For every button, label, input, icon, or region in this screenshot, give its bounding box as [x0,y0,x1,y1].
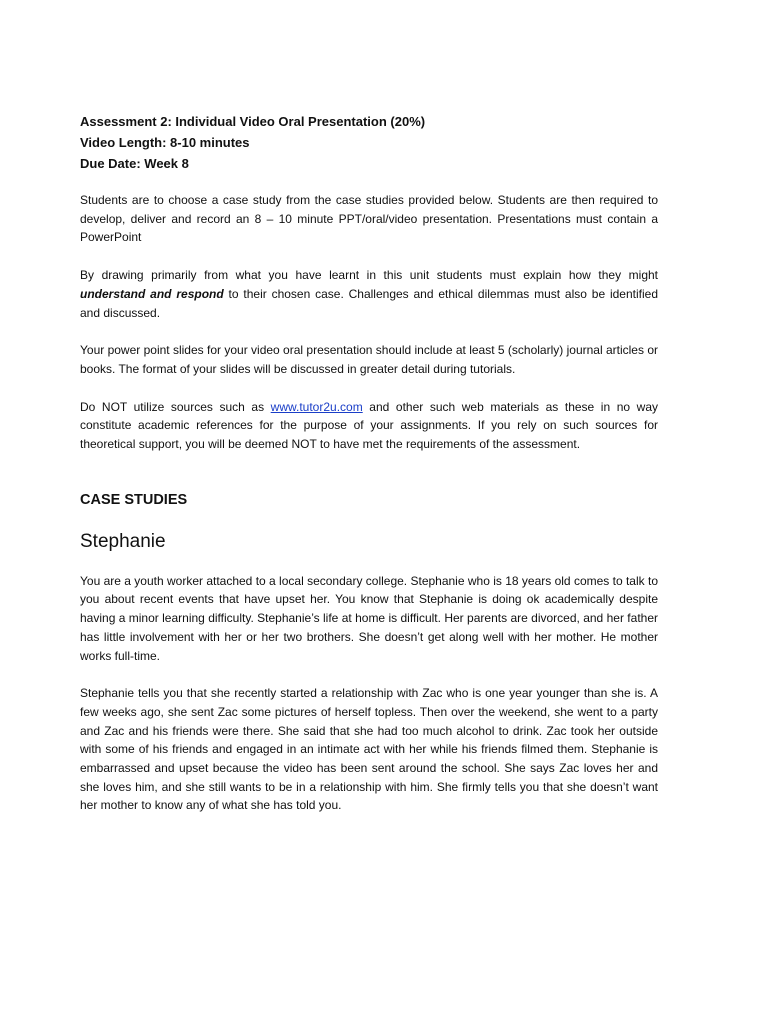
case-studies-heading: CASE STUDIES [80,491,188,508]
document-page [80,111,658,815]
instructions-paragraph-2-start: By drawing primarily from what you have learnt in this unit students must explain how they might [80,268,658,283]
assessment-title: Assessment 2: Individual Video Oral Presentation (20%) [80,114,426,129]
video-length: Video Length: 8-10 minutes [80,135,250,150]
case-name-heading: Stephanie [80,530,166,552]
instructions-paragraph-4-end: and other such web materials as these in no way constitute academic references for the purpose of your assignments. If you rely on such sources for theoretical support, you will be deemed NOT to have met the requirements of the assessment. [80,399,658,452]
assessment-header [80,111,658,174]
tutor2u-link[interactable]: www.tutor2u.com [270,399,363,414]
instructions-paragraph-4-start: Do NOT utilize sources such as [80,399,271,414]
due-date: Due Date: Week 8 [80,156,189,171]
instructions-paragraph-2-end: to their chosen case. Challenges and ethical dilemmas must also be identified and discussed. [80,286,659,320]
emphasis-text: understand and respond [80,286,224,301]
case-paragraph-1: You are a youth worker attached to a local secondary college. Stephanie who is 18 years old comes to talk to you about recent events that have upset her. You know that Stephanie is doing ok academically despite having a minor learning difficulty. Stephanie’s life at home is difficult. Her parents are divorced, and her father has little involvement with her or her two brothers. She doesn’t get along well with her mother. He mother works full-time. [80,573,658,663]
instructions-paragraph-2 [80,266,658,322]
instructions-paragraph-3: Your power point slides for your video oral presentation should include at least 5 (scholarly) journal articles or books. The format of your slides will be discussed in greater detail during tutorials. [80,343,658,376]
instructions-paragraph-1: Students are to choose a case study from the case studies provided below. Students are then required to develop, deliver and record an 8 – 10 minute PPT/oral/video presentation. Presentations must contain a PowerPoint [80,193,658,245]
instructions-paragraph-4 [80,398,658,454]
case-paragraph-2: Stephanie tells you that she recently started a relationship with Zac who is one year younger than she is. A few weeks ago, she sent Zac some pictures of herself topless. Then over the weekend, she went to a party and Zac and his friends were there. She said that she had too much alcohol to drink. Zac took her outside with some of his friends and engaged in an intimate act with her while his friends filmed them. Stephanie is embarrassed and upset because the video has been sent around the school. She says Zac loves her and she loves him, and she still wants to be in a relationship with him. She firmly tells you that she doesn’t want her mother to know any of what she has told you. [80,686,658,813]
